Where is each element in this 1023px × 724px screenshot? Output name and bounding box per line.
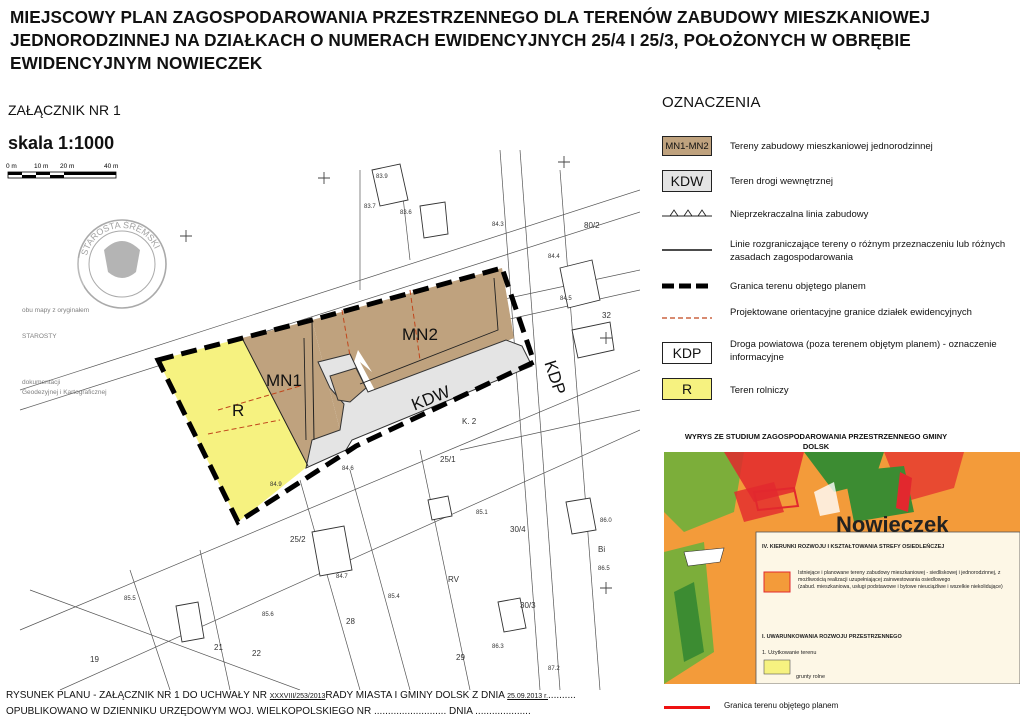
legend-item-kdw [662,170,1012,194]
scale-tick-20: 20 m [60,163,75,170]
legend-item-mn [662,136,1012,158]
label-kdw: KDW [408,382,453,415]
parcel-30-4: 30/4 [510,525,526,534]
legend-text-building-line: Nieprzekraczalna linia zabudowy [730,209,869,220]
legend-symbol-r: R [662,378,712,400]
parcel-25-2: 25/2 [290,535,306,544]
stamp-line-4: Geodezyjnej i Kartograficznej [22,389,107,396]
title-line-1: MIEJSCOWY PLAN ZAGOSPODAROWANIA PRZESTRZENNEGO DLA TERENÓW ZABUDOWY MIESZKANIOWEJ [10,7,931,27]
study-existing: Istniejące i planowane tereny zabudowy mieszkaniowej - siedliskowej i jednorodzinnej, z możliwością realizacji uzupełniającej zainwestowania osiedlowego [798,570,1001,583]
legend-item-plan-boundary [662,276,1012,296]
legend-text-r: Teren rolniczy [730,385,789,396]
elev-14: 85.4 [388,594,400,600]
elev-6: 84.5 [560,296,572,302]
elev-15: 86.3 [492,644,504,650]
parcel-29: 29 [456,653,465,662]
elev-2: 83.7 [364,204,376,210]
legend-item-boundary-lines [662,238,1012,264]
scale-label: skala 1:1000 [8,133,115,153]
attachment-label: ZAŁĄCZNIK NR 1 [8,102,121,118]
elev-9: 85.1 [476,510,488,516]
legend-text-mn: Tereny zabudowy mieszkaniowej jednorodzinnej [730,141,933,152]
footer-line-2-b: DNIA [446,706,476,717]
study-boundary-line-icon [664,706,710,709]
elev-7: 84.6 [342,466,354,472]
scale-tick-40: 40 m [104,163,119,170]
parcel-line-icon [662,308,712,328]
footer-line-1-b: RADY MIASTA I GMINY DOLSK Z DNIA [325,690,508,701]
legend-text-kdw: Teren drogi wewnętrznej [730,176,833,187]
legend-text-plan-boundary: Granica terenu objętego planem [730,281,866,292]
legend-symbol-mn: MN1-MN2 [662,136,712,156]
study-existing-note: (zabud. mieszkaniowa, usługi podstawowe i bytowe nieuciążliwe i wszelkie niekolidujące) [798,584,1003,590]
parcel-28: 28 [346,617,355,626]
legend-symbol-kdp: KDP [662,342,712,364]
legend-item-building-line [662,204,1012,224]
label-r: R [232,401,245,420]
study-usage: 1. Użytkowanie terenu [762,650,817,656]
legend-item-r [662,378,1012,402]
study-legend-text: Granica terenu objętego planem [724,701,839,710]
legend-symbol-kdw: KDW [662,170,712,192]
plan-map [0,150,640,690]
study-section: IV. KIERUNKI ROZWOJU I KSZTAŁTOWANIA STREFY OSIEDLEŃCZEJ [762,544,945,550]
parcel-k2: K. 2 [462,417,477,426]
footer-dots-3: .................... [475,706,531,717]
legend-text-boundary-lines: Linie rozgraniczające tereny o różnym przeznaczeniu lub różnych zasadach zagospodarowania [730,239,1006,263]
elev-5: 84.4 [548,254,560,260]
parcel-22: 22 [252,649,261,658]
elev-3: 83.6 [400,210,412,216]
footer-line-1-a: RYSUNEK PLANU - ZAŁĄCZNIK NR 1 DO UCHWAŁY NR [6,690,270,701]
study-map [664,452,1020,684]
study-section-2: I. UWARUNKOWANIA ROZWOJU PRZESTRZENNEGO [762,634,902,640]
parcel-80-2: 80/2 [584,221,600,230]
legend-text-kdp: Droga powiatowa (poza terenem objętym planem) - oznaczenie informacyjne [730,339,997,363]
plan-title [10,6,1010,75]
elev-12: 85.5 [124,596,136,602]
building-line-icon [662,204,712,224]
legend-text-parcel-lines: Projektowane orientacyjne granice działek ewidencyjnych [730,307,972,318]
legend-title: OZNACZENIA [662,94,761,111]
plan-boundary-icon [662,276,712,296]
study-legend [662,698,1012,718]
study-map-graphic [664,452,1020,684]
elev-16: 85.6 [262,612,274,618]
stamp-ring-text: STAROSTA ŚREMSKI [79,219,163,257]
parcel-32: 32 [602,311,611,320]
elev-8: 84.9 [270,482,282,488]
scale-tick-10: 10 m [34,163,49,170]
study-title: WYRYS ZE STUDIUM ZAGOSPODAROWANIA PRZESTRZENNEGO GMINY DOLSK [684,432,948,451]
footer-resolution: XXXVIII/253/2013 [269,693,326,700]
stamp-line-2: obu mapy z oryginałem [22,307,90,314]
footer-line-1 [6,690,576,701]
division-line-icon [662,240,712,260]
stamp-line-1: STAROSTY [22,333,57,340]
label-kdp: KDP [540,357,570,398]
footer-date: 25.09.2013 r. [507,693,549,700]
parcel-25-1: 25/1 [440,455,456,464]
elev-17: 87.2 [548,666,560,672]
elev-10: 86.0 [600,518,612,524]
parcel-bi: Bi [598,545,606,554]
title-line-2: JEDNORODZINNEJ NA DZIAŁKACH O NUMERACH EWIDENCYJNYCH 25/4 I 25/3, POŁOŻONYCH W OBRĘBIE [10,30,911,50]
elev-1: 83.9 [376,174,388,180]
parcel-19: 19 [90,655,99,664]
legend-item-parcel-lines [662,306,1012,332]
parcel-21: 21 [214,643,223,652]
title-line-3: EWIDENCYJNYM NOWIECZEK [10,53,263,73]
elev-11: 86.5 [598,566,610,572]
footer-dots-1: .......... [548,690,576,701]
label-mn2: MN2 [402,325,438,344]
scale-tick-0: 0 m [6,163,17,170]
study-grunty: grunty rolne [796,674,826,680]
footer-line-2-a: OPUBLIKOWANO W DZIENNIKU URZĘDOWYM WOJ. WIELKOPOLSKIEGO NR [6,706,374,717]
stamp-line-3: dokumentacji [22,379,61,386]
elev-4: 84.3 [492,222,504,228]
footer-line-2 [6,706,531,717]
parcel-30-3: 30/3 [520,601,536,610]
parcel-rv: RV [448,575,459,584]
elev-13: 84.7 [336,574,348,580]
footer-dots-2: .......................... [374,706,447,717]
legend-item-kdp [662,340,1012,370]
study-place-label: Nowieczek [836,512,949,537]
label-mn1: MN1 [266,371,302,390]
